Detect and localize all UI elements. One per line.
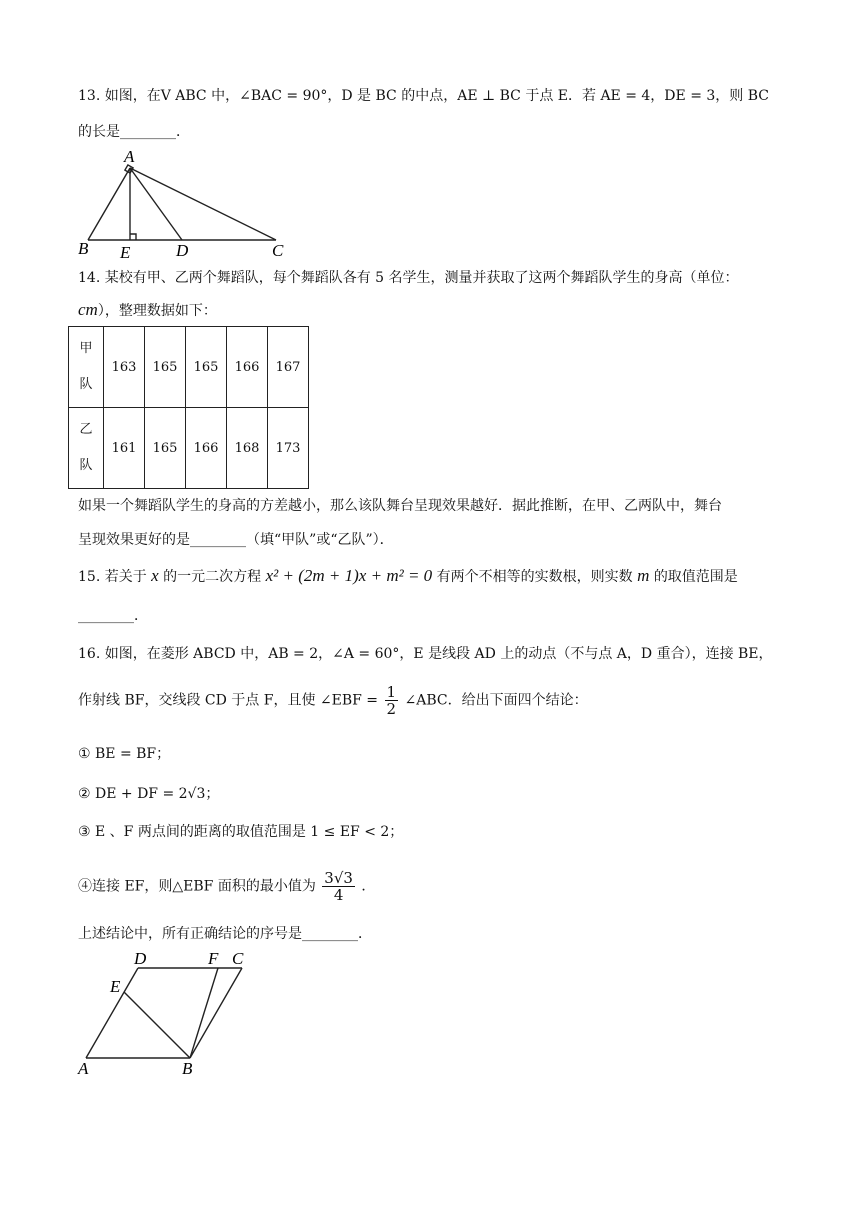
row-label-jia xyxy=(69,327,104,408)
q16-label-d: D xyxy=(134,950,147,968)
q13-median-ad xyxy=(130,168,182,240)
q16-conclusion-1: ① BE = BF； xyxy=(78,746,171,762)
row-label-top: 甲 xyxy=(79,341,93,356)
q13-right-angle-e xyxy=(130,234,136,240)
q16-c4-a: ④连接 EF，则△EBF 面积的最小值为 xyxy=(78,878,316,895)
q14-line2 xyxy=(78,300,217,321)
table-cell: 165 xyxy=(186,327,227,408)
q13-label-e: E xyxy=(120,243,131,262)
q16-label-f: F xyxy=(208,950,219,968)
q13-line2: 的长是________． xyxy=(78,124,190,140)
table-cell: 166 xyxy=(227,327,268,408)
q15-equation: x² + (2m + 1)x + m² = 0 xyxy=(265,566,433,585)
q15-line1 xyxy=(78,566,738,587)
q16-conclusion-4 xyxy=(78,870,375,903)
q16-label-a: A xyxy=(78,1059,89,1078)
q14-unit: cm xyxy=(78,300,98,319)
fraction-numerator: 3√3 xyxy=(324,869,353,887)
q16-line1: 16. 如图，在菱形 ABCD 中，AB = 2，∠A = 60°，E 是线段 AD 上的动点（不与点 A，D 重合），连接 BE， xyxy=(78,646,773,662)
row-label-bottom: 队 xyxy=(79,377,93,392)
q16-line2-a: 作射线 BF，交线段 CD 于点 F，且使 ∠EBF = xyxy=(78,692,379,709)
q16-label-c: C xyxy=(232,950,244,968)
fraction-denominator: 2 xyxy=(386,700,397,718)
row-label-bottom: 队 xyxy=(79,458,93,473)
table-cell: 168 xyxy=(227,408,268,489)
table-cell: 167 xyxy=(268,327,309,408)
table-cell: 163 xyxy=(104,327,145,408)
q16-line2 xyxy=(78,684,588,717)
fraction-numerator: 1 xyxy=(386,683,397,701)
q16-ray-bf xyxy=(190,968,218,1058)
q14-line2-rest: ），整理数据如下： xyxy=(97,303,217,319)
q15-var-x: x xyxy=(151,566,159,585)
q16-line2-b: ∠ABC．给出下面四个结论： xyxy=(404,692,588,709)
table-cell: 165 xyxy=(145,327,186,408)
q16-label-e: E xyxy=(110,977,121,996)
q16-rhombus-figure xyxy=(72,950,262,1084)
q13-side-ab xyxy=(88,168,130,240)
q14-line3: 如果一个舞蹈队学生的身高的方差越小，那么该队舞台呈现效果越好．据此推断，在甲、乙两队中，舞台 xyxy=(78,498,722,514)
table-cell: 165 xyxy=(145,408,186,489)
q16-conclusion-3: ③ E 、F 两点间的距离的取值范围是 1 ≤ EF < 2； xyxy=(78,824,404,840)
q13-line1: 13. 如图，在V ABC 中，∠BAC = 90°，D 是 BC 的中点，AE ⊥ BC 于点 E．若 AE = 4，DE = 3，则 BC xyxy=(78,88,770,104)
q16-label-b: B xyxy=(182,1059,193,1078)
q13-label-a: A xyxy=(124,147,135,166)
q15-var-m: m xyxy=(637,566,650,585)
fraction-denominator: 4 xyxy=(333,886,344,904)
table-row xyxy=(69,408,309,489)
q15-text-d: 的取值范围是 xyxy=(653,569,738,585)
q16-summary: 上述结论中，所有正确结论的序号是________． xyxy=(78,926,372,942)
q15-text-b: 的一元二次方程 xyxy=(163,569,262,585)
row-label-top: 乙 xyxy=(79,422,93,437)
q16-fraction-area xyxy=(322,870,355,903)
q14-height-table xyxy=(68,326,309,489)
q14-line4: 呈现效果更好的是________（填“甲队”或“乙队”）． xyxy=(78,532,394,548)
q13-label-b: B xyxy=(78,239,89,258)
q16-segment-be xyxy=(124,992,190,1058)
table-cell: 161 xyxy=(104,408,145,489)
q16-fraction-half xyxy=(385,684,399,717)
table-row xyxy=(69,327,309,408)
q13-label-c: C xyxy=(272,241,284,260)
q16-side-bc xyxy=(190,968,242,1058)
q13-side-ac xyxy=(130,168,276,240)
q15-line2: ________． xyxy=(78,608,148,624)
q15-text-c: 有两个不相等的实数根，则实数 xyxy=(436,569,633,585)
q15-text-a: 15. 若关于 xyxy=(78,569,147,585)
table-cell: 166 xyxy=(186,408,227,489)
q13-label-d: D xyxy=(176,241,189,260)
q13-triangle-figure xyxy=(70,146,300,262)
q16-c4-b: ． xyxy=(361,878,376,895)
q16-conclusion-2: ② DE + DF = 2√3； xyxy=(78,786,220,802)
q14-line1: 14. 某校有甲、乙两个舞蹈队，每个舞蹈队各有 5 名学生，测量并获取了这两个舞蹈队学生的身高（单位： xyxy=(78,270,739,286)
table-cell: 173 xyxy=(268,408,309,489)
row-label-yi xyxy=(69,408,104,489)
